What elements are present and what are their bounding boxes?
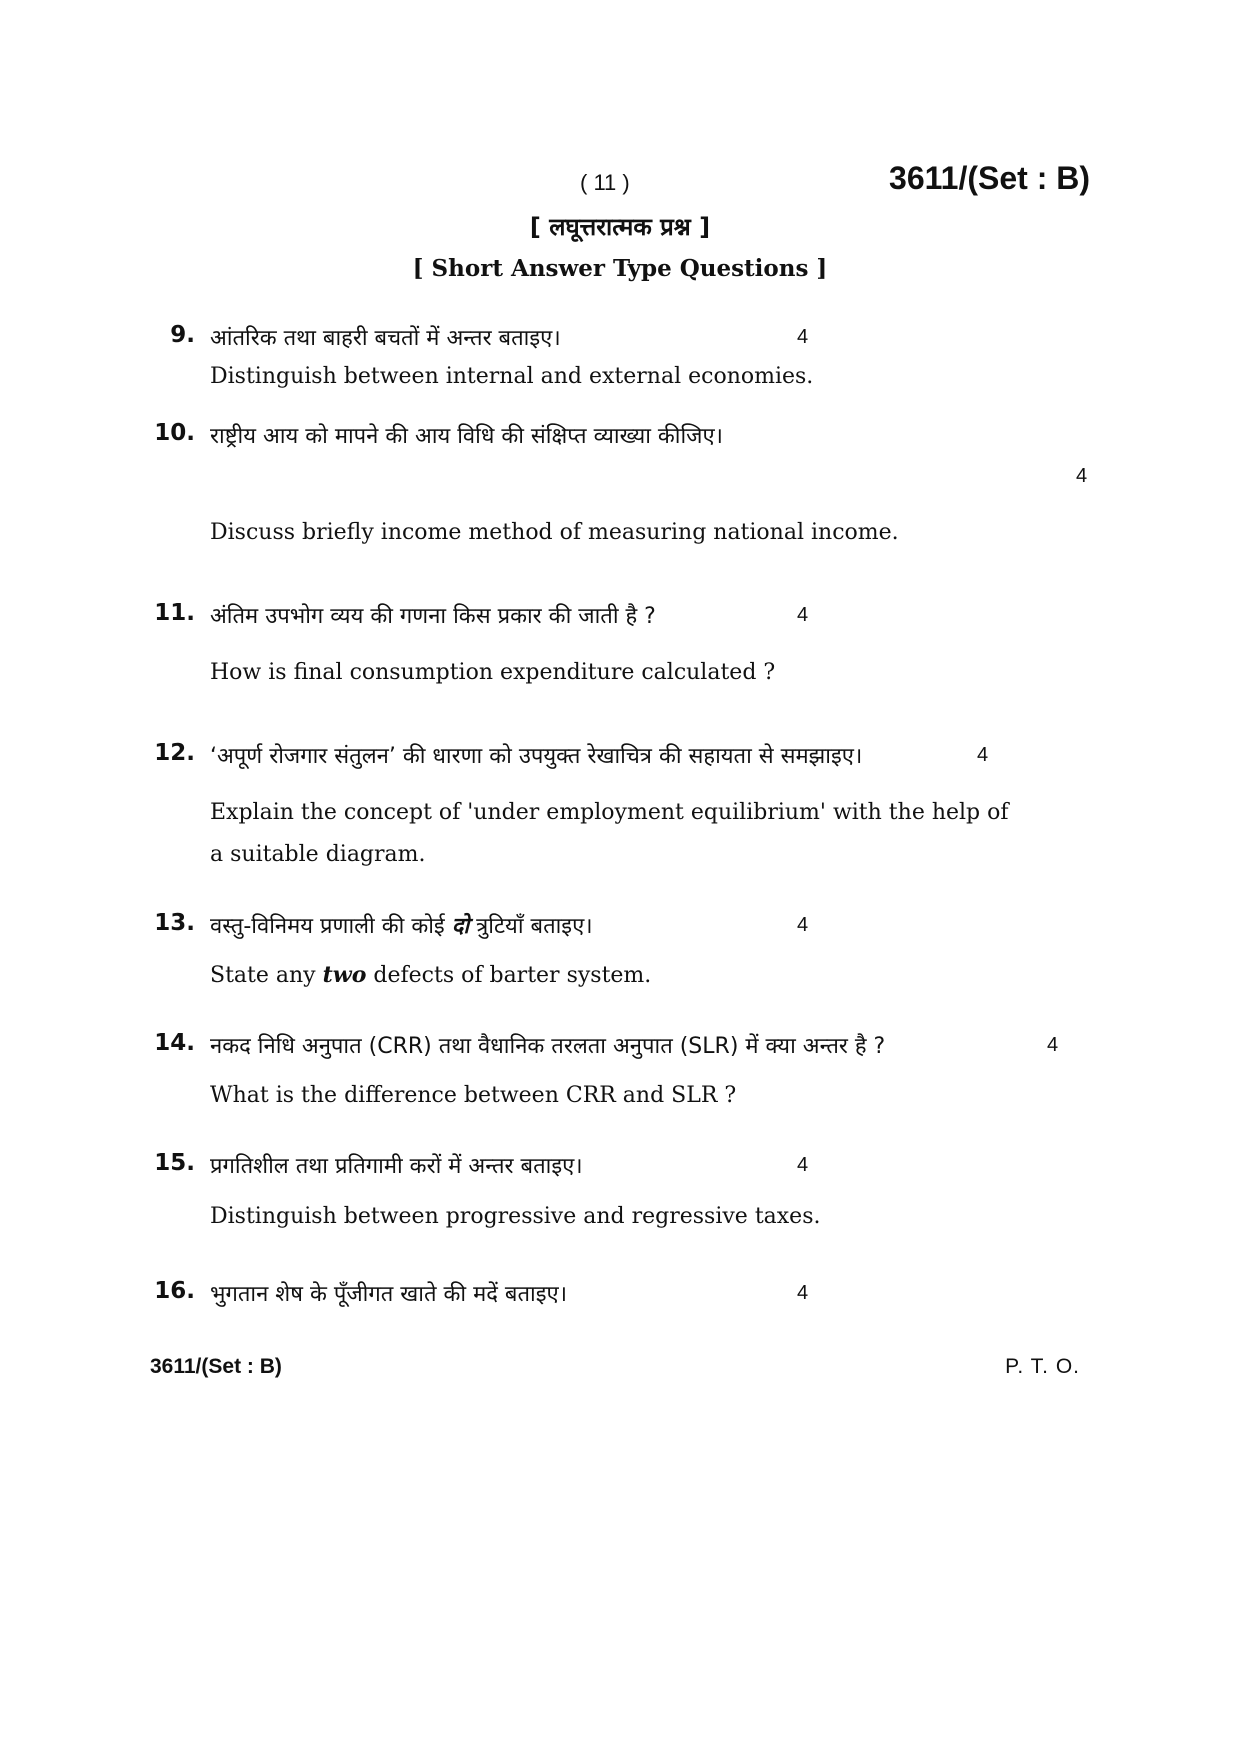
- question-text-hindi: ‘अपूर्ण रोजगार संतुलन’ की धारणा को उपयुक्त रेखाचित्र की सहायता से समझाइए।: [210, 744, 863, 769]
- question-marks: 4: [797, 1154, 809, 1176]
- question-text-hindi-pre: वस्तु-विनिमय प्रणाली की कोई: [210, 914, 445, 939]
- question-number: 12.: [154, 740, 195, 766]
- question-marks: 4: [797, 326, 809, 348]
- question-text-hindi: आंतरिक तथा बाहरी बचतों में अन्तर बताइए।: [210, 326, 561, 351]
- question-number: 13.: [154, 910, 195, 936]
- question-marks: 4: [797, 604, 809, 626]
- question-text-english-emphasis: two: [322, 962, 367, 988]
- question-text-english-post: defects of barter system.: [373, 963, 652, 988]
- section-title-hindi: [ लघूत्तरात्मक प्रश्न ]: [529, 213, 711, 241]
- question-marks: 4: [1076, 465, 1088, 487]
- question-number: 15.: [154, 1150, 195, 1176]
- section-title-english: [ Short Answer Type Questions ]: [412, 255, 828, 282]
- question-number: 14.: [154, 1030, 195, 1056]
- question-text-hindi: नकद निधि अनुपात (CRR) तथा वैधानिक तरलता अनुपात (SLR) में क्या अन्तर है ?: [210, 1034, 886, 1059]
- question-text-english: What is the difference between CRR and SLR ?: [210, 1083, 737, 1108]
- question-text-hindi: [210, 910, 593, 940]
- question-number: 10.: [154, 420, 195, 446]
- question-number: 11.: [154, 600, 195, 626]
- question-text-english: Distinguish between internal and external economies.: [210, 364, 814, 389]
- question-text-english: Distinguish between progressive and regressive taxes.: [210, 1204, 821, 1229]
- question-text-hindi-post: त्रुटियाँ बताइए।: [476, 914, 593, 939]
- question-marks: 4: [977, 744, 989, 766]
- question-text-english: Discuss briefly income method of measuring national income.: [210, 520, 899, 545]
- question-marks: 4: [797, 1282, 809, 1304]
- question-text-hindi: अंतिम उपभोग व्यय की गणना किस प्रकार की जाती है ?: [210, 604, 656, 629]
- question-text-english-line-2: a suitable diagram.: [210, 842, 426, 867]
- question-marks: 4: [797, 914, 809, 936]
- question-text-hindi: राष्ट्रीय आय को मापने की आय विधि की संक्षिप्त व्याख्या कीजिए।: [210, 424, 724, 449]
- question-text-hindi: भुगतान शेष के पूँजीगत खाते की मदें बताइए।: [210, 1282, 568, 1307]
- page-number: ( 11 ): [580, 170, 630, 195]
- question-text-hindi-emphasis: दो: [451, 914, 470, 939]
- question-number: 16.: [154, 1278, 195, 1304]
- paper-code-footer: 3611/(Set : B): [150, 1355, 282, 1378]
- question-text-english: [210, 962, 651, 988]
- question-text-english: How is final consumption expenditure calculated ?: [210, 660, 776, 685]
- paper-code-header: 3611/(Set : B): [889, 160, 1090, 196]
- question-marks: 4: [1047, 1034, 1059, 1056]
- please-turn-over: P. T. O.: [1005, 1355, 1080, 1378]
- question-number: 9.: [170, 322, 195, 348]
- question-text-hindi: प्रगतिशील तथा प्रतिगामी करों में अन्तर बताइए।: [210, 1154, 583, 1179]
- question-text-english-line-1: Explain the concept of 'under employment equilibrium' with the help of: [210, 800, 1009, 825]
- question-text-english-pre: State any: [210, 963, 316, 988]
